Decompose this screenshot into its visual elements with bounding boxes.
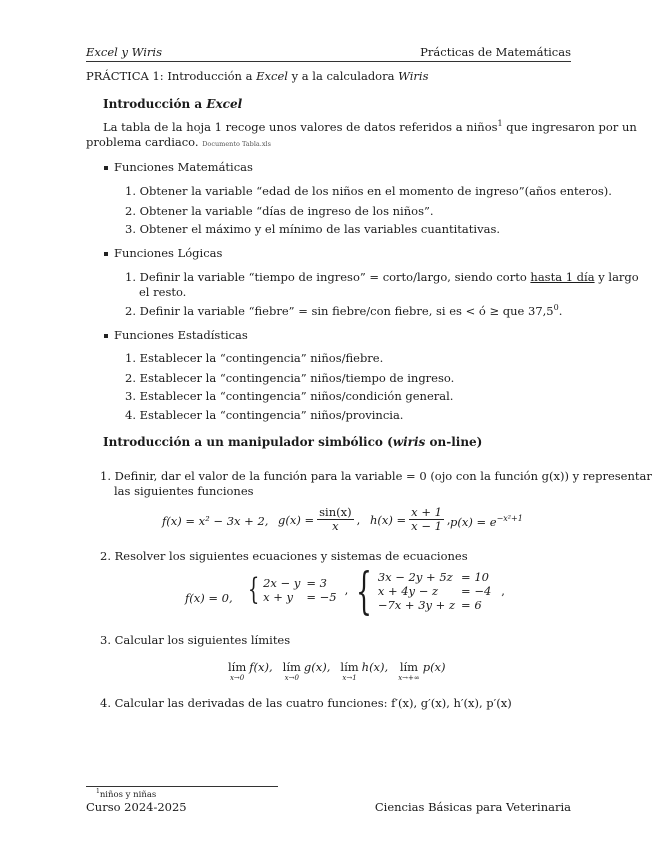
math-h: h(x) = $\frac{x + 1}{x - 1}$ , (370, 505, 451, 533)
header-right: Prácticas de Matemáticas (420, 45, 571, 59)
eq-lhs: −7x + 3y + z (377, 598, 456, 612)
para-text-end: que ingresaron por un (502, 119, 637, 134)
group-title-logicas: Funciones Lógicas (114, 246, 223, 260)
system-1-table (261, 576, 341, 604)
header-left: Excel y Wiris (86, 45, 162, 59)
heading-em: wiris (392, 435, 426, 449)
practica-middle: y a la calculadora (287, 69, 399, 83)
lim-sub: x→+∞ (398, 674, 420, 682)
section-heading-excel (103, 97, 242, 111)
heading-prefix: Introducción a (103, 97, 207, 111)
eq-rhs: = 6 (461, 598, 482, 612)
document-link[interactable]: Documento Tabla.xls (202, 140, 271, 148)
h-fraction (409, 506, 444, 533)
eq-rhs: = 3 (306, 576, 327, 590)
intro-paragraph-line1 (103, 119, 637, 134)
math-p (450, 514, 523, 529)
list-item (125, 270, 639, 284)
lim-fn: f(x), (249, 660, 273, 674)
task-1-line1: 1. Definir, dar el valor de la función para la variable = 0 (ojo con la función g(x)) y representar (100, 469, 652, 483)
lim-text: lím (399, 660, 419, 674)
bullet (104, 252, 108, 256)
p-base: p(x) = e (450, 514, 497, 529)
heading-suffix: on-line) (425, 435, 483, 449)
h-den: x − 1 (411, 519, 442, 533)
practica-excel: Excel (256, 69, 288, 83)
list-item: 3. Establecer la “contingencia” niños/condición general. (125, 389, 454, 403)
limit-h (340, 660, 388, 682)
lim-op (398, 660, 420, 682)
list-item: 1. Establecer la “contingencia” niños/fiebre. (125, 351, 384, 365)
lim-fn: g(x), (303, 660, 331, 674)
footnote-rule (86, 786, 278, 787)
para-text-2: problema cardiaco. (86, 135, 199, 149)
task-3: 3. Calcular los siguientes límites (100, 633, 291, 647)
list-item (125, 303, 562, 318)
item-text: 1. Definir la variable “tiempo de ingreso” = corto/largo, siendo corto (125, 270, 531, 284)
task-2: 2. Resolver los siguientes ecuaciones y sistemas de ecuaciones (100, 549, 468, 563)
lim-op (283, 660, 301, 682)
list-item: 3. Obtener el máximo y el mínimo de las variables cuantitativas. (125, 222, 500, 236)
lim-fn: h(x), (361, 660, 389, 674)
item-text: 2. Definir la variable “fiebre” = sin fiebre/con fiebre, si es < ó ≥ que 37,5 (125, 303, 554, 318)
system-2: { 3x − 2y + 5z = 10 x + 4y − z = −4 −7x + 3y + z = 6 , (355, 562, 505, 620)
heading-prefix: Introducción a un manipulador simbólico ( (103, 435, 393, 449)
limit-g (283, 660, 331, 682)
system-2-table (376, 570, 495, 612)
limits-row (228, 660, 446, 682)
lim-sub: x→0 (229, 674, 245, 682)
group-title-matematicas: Funciones Matemáticas (114, 160, 253, 174)
group-title-estadisticas: Funciones Estadísticas (114, 328, 248, 342)
g-lhs: g(x) = (278, 512, 315, 527)
practica-prefix: PRÁCTICA 1: Introducción a (86, 69, 257, 83)
list-item: 4. Establecer la “contingencia” niños/provincia. (125, 408, 404, 422)
footnote-number: 1 (96, 788, 100, 795)
eq-rhs: = −5 (306, 590, 337, 604)
intro-paragraph-line2 (86, 135, 271, 149)
footer-right: Ciencias Básicas para Veterinaria (374, 800, 571, 814)
p-exponent: −x²+1 (496, 514, 523, 523)
bullet (104, 166, 108, 170)
item-period: . (558, 303, 563, 318)
degree-sup: 0 (553, 303, 559, 312)
eq-lhs: 2x − y (263, 576, 301, 590)
lim-text: lím (228, 660, 247, 674)
lim-op (228, 660, 246, 682)
math-f-zero: f(x) = 0, (185, 591, 233, 605)
eq-rhs: = −4 (461, 584, 492, 598)
practica-wiris: Wiris (398, 69, 429, 83)
math-f: f(x) = x² − 3x + 2, (162, 514, 269, 528)
list-item: 2. Obtener la variable “días de ingreso de los niños”. (125, 204, 434, 218)
task-1-line2: las siguientes funciones (114, 484, 254, 498)
lim-op (340, 660, 358, 682)
system-1: { 2x − y = 3 x + y = −5 , (247, 572, 349, 607)
lim-text: lím (282, 660, 301, 674)
eq-rhs: = 10 (461, 570, 489, 584)
lim-sub: x→0 (284, 674, 299, 682)
list-item: 1. Obtener la variable “edad de los niños en el momento de ingreso”(años enteros). (125, 184, 612, 198)
footnote-text: niños y niñas (99, 789, 157, 800)
page-header (86, 45, 571, 62)
practica-title (86, 69, 429, 83)
h-num: x + 1 (411, 505, 442, 519)
footer-left: Curso 2024-2025 (86, 800, 187, 814)
g-fraction (317, 506, 353, 533)
lim-sub: x→1 (342, 674, 357, 682)
item-underlined: hasta 1 día (530, 270, 595, 284)
left-brace: { (355, 562, 372, 620)
item-text-end: y largo (594, 270, 639, 284)
lim-text: lím (340, 660, 359, 674)
heading-em: Excel (206, 97, 243, 111)
limit-f (228, 660, 273, 682)
g-num: sin(x) (319, 505, 352, 519)
list-item-continuation: el resto. (139, 285, 187, 299)
eq-lhs: x + 4y − z (377, 584, 439, 598)
footnote-mark: 1 (497, 119, 503, 128)
lim-fn: p(x) (422, 660, 446, 674)
list-item: 2. Establecer la “contingencia” niños/tiempo de ingreso. (125, 371, 455, 385)
h-lhs: h(x) = (370, 512, 407, 527)
left-brace: { (247, 572, 260, 607)
para-text: La tabla de la hoja 1 recoge unos valores de datos referidos a niños (103, 119, 498, 134)
eq-lhs: 3x − 2y + 5z (377, 570, 453, 584)
limit-p (398, 660, 445, 682)
section-heading-wiris (103, 435, 482, 449)
g-den: x (332, 519, 339, 533)
task-4: 4. Calcular las derivadas de las cuatro funciones: f′(x), g′(x), h′(x), p′(x) (100, 696, 512, 710)
footnote (96, 788, 156, 800)
eq-lhs: x + y (263, 590, 294, 604)
math-g: g(x) = $\frac{\sin(x)}{x}$ , (278, 505, 361, 533)
bullet (104, 334, 108, 338)
